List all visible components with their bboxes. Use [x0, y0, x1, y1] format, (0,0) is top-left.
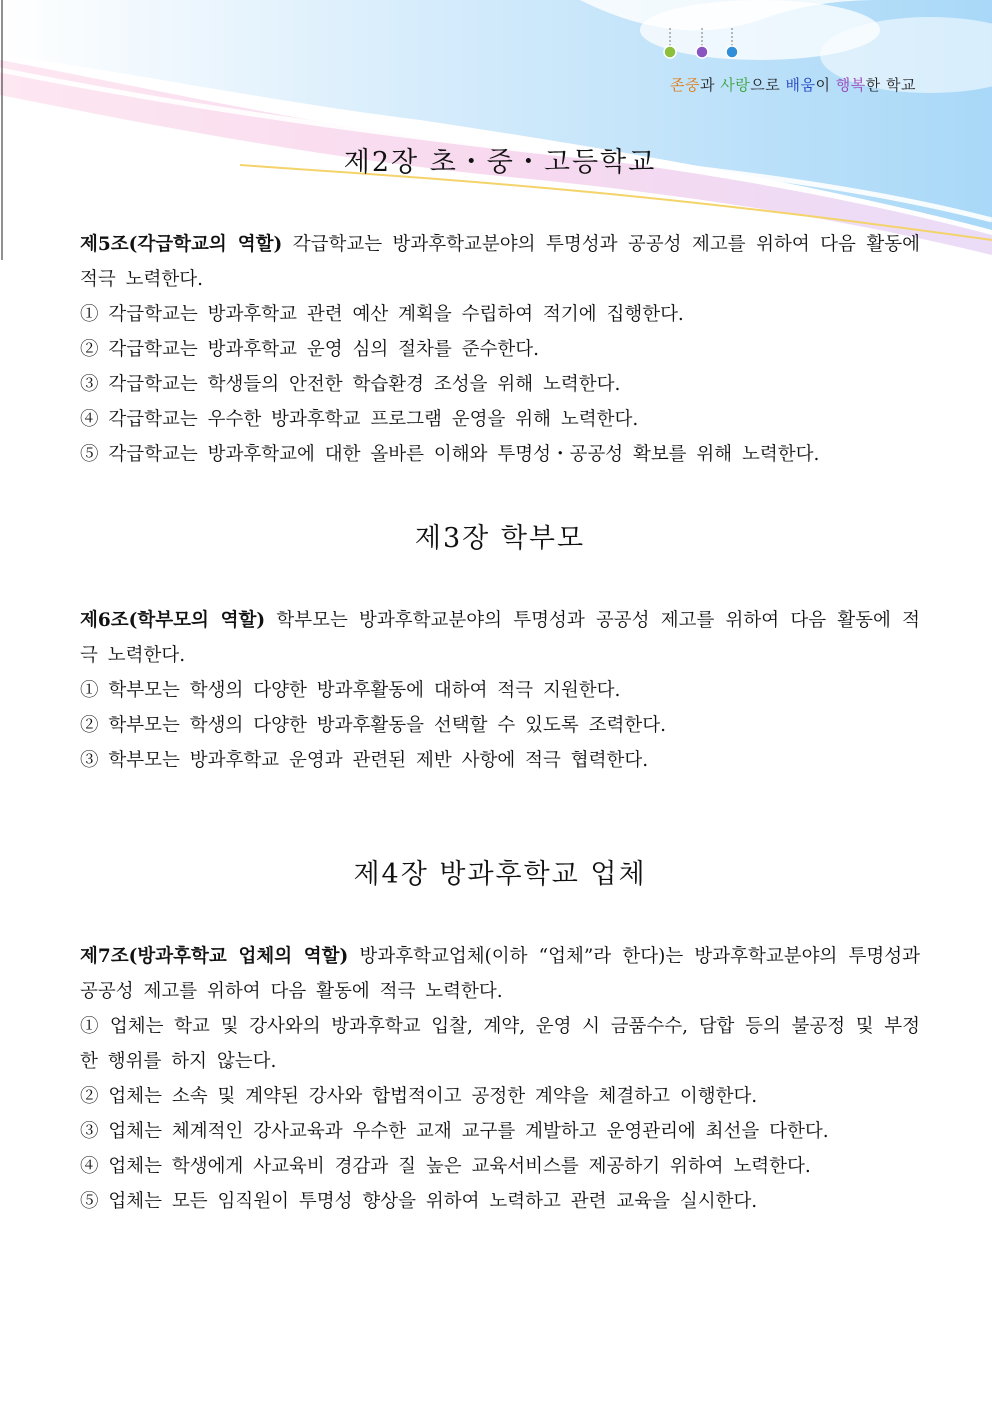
chapter-title: 제2장 초・중・고등학교 — [343, 147, 657, 178]
article-item: ④ 업체는 학생에게 사교육비 경감과 질 높은 교육서비스를 제공하기 위하여 노력한다. — [80, 1156, 811, 1177]
article-item: ③ 학부모는 방과후학교 운영과 관련된 제반 사항에 적극 협력한다. — [80, 750, 649, 771]
motto-part: 배움 — [785, 76, 816, 94]
article-item: ⑤ 업체는 모든 임직원이 투명성 향상을 위하여 노력하고 관련 교육을 실시한다. — [80, 1191, 758, 1212]
article-item: ③ 업체는 체계적인 강사교육과 우수한 교재 교구를 계발하고 운영관리에 최선을 다한다. — [80, 1121, 829, 1142]
chapter-title: 제4장 방과후학교 업체 — [353, 859, 647, 890]
article-item: ② 학부모는 학생의 다양한 방과후활동을 선택할 수 있도록 조력한다. — [80, 715, 666, 736]
header-dot — [696, 46, 708, 58]
article-item: ① 업체는 학교 및 강사와의 방과후학교 입찰, 계약, 운영 시 금품수수, 담합 등의 불공정 및 부정한 행위를 하지 않는다. — [80, 1016, 920, 1072]
motto-part: 이 — [815, 76, 836, 94]
article-heading: 제6조(학부모의 역할) — [80, 610, 266, 631]
motto-part: 존중 — [670, 76, 701, 94]
motto-part: 으로 — [750, 76, 786, 94]
article-paragraph — [80, 603, 920, 673]
header-dot — [726, 46, 738, 58]
article-heading: 제7조(방과후학교 업체의 역할) — [80, 946, 349, 967]
article-paragraph — [80, 939, 920, 1009]
school-motto — [670, 74, 916, 95]
article-item: ① 각급학교는 방과후학교 관련 예산 계획을 수립하여 적기에 집행한다. — [80, 304, 684, 325]
article-item: ③ 각급학교는 학생들의 안전한 학습환경 조성을 위해 노력한다. — [80, 374, 621, 395]
article-text: 방과후학교업체(이하 “업체”라 한다)는 방과후학교분야의 투명성과 공공성 제고를 위하여 다음 활동에 적극 노력한다. — [80, 946, 920, 1002]
chapter-title: 제3장 학부모 — [414, 523, 586, 554]
motto-part: 한 학교 — [865, 76, 916, 94]
article-item: ⑤ 각급학교는 방과후학교에 대한 올바른 이해와 투명성・공공성 확보를 위해 노력한다. — [80, 444, 820, 465]
article-item: ② 각급학교는 방과후학교 운영 심의 절차를 준수한다. — [80, 339, 539, 360]
motto-part: 행복 — [835, 76, 866, 94]
header-dots — [660, 28, 750, 62]
article-item: ① 학부모는 학생의 다양한 방과후활동에 대하여 적극 지원한다. — [80, 680, 621, 701]
article-text: 각급학교는 방과후학교분야의 투명성과 공공성 제고를 위하여 다음 활동에 적극 노력한다. — [80, 234, 920, 290]
article-item: ④ 각급학교는 우수한 방과후학교 프로그램 운영을 위해 노력한다. — [80, 409, 639, 430]
article-text: 학부모는 방과후학교분야의 투명성과 공공성 제고를 위하여 다음 활동에 적극 노력한다. — [80, 610, 920, 666]
article-item: ② 업체는 소속 및 계약된 강사와 합법적이고 공정한 계약을 체결하고 이행한다. — [80, 1086, 758, 1107]
article-heading: 제5조(각급학교의 역할) — [80, 234, 283, 255]
article-paragraph — [80, 227, 920, 297]
document-body — [80, 140, 920, 1219]
motto-part: 사랑 — [720, 76, 751, 94]
motto-part: 과 — [700, 76, 721, 94]
header-dot — [664, 46, 676, 58]
